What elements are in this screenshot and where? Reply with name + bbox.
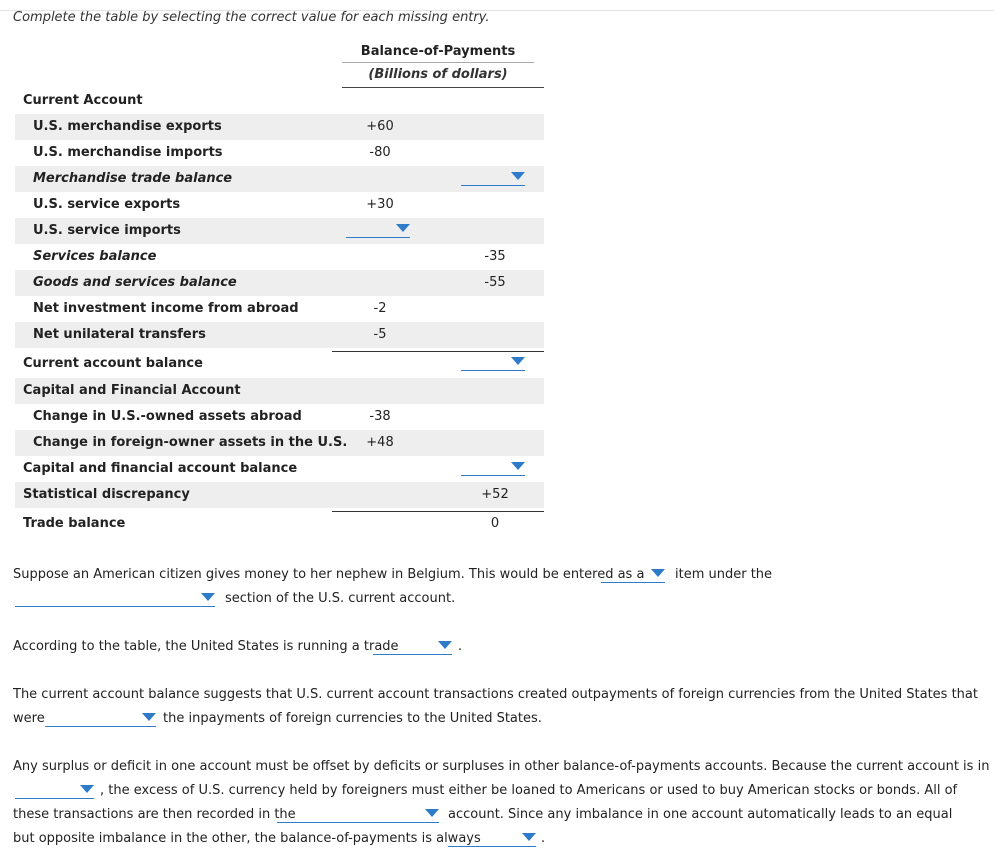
row-label: Goods and services balance <box>33 275 237 290</box>
row-label: Current account balance <box>23 356 203 371</box>
chevron-down-icon <box>651 569 665 577</box>
question-4-text-4: account. Since any imbalance in one account automatically leads to an equal <box>448 807 953 822</box>
table-row <box>15 482 544 508</box>
row-label: Net unilateral transfers <box>33 327 206 342</box>
row-label: Services balance <box>33 249 157 264</box>
table-row <box>15 430 544 456</box>
question-1-text-2: item under the <box>675 567 773 582</box>
row-label: U.S. service imports <box>33 223 181 238</box>
chevron-down-icon <box>80 785 94 793</box>
row-value: +30 <box>366 197 394 212</box>
current-account-balance-dropdown[interactable] <box>461 352 525 371</box>
chevron-down-icon <box>425 809 439 817</box>
chevron-down-icon <box>511 462 525 470</box>
section-dropdown[interactable] <box>15 588 215 607</box>
merchandise-trade-balance-dropdown[interactable] <box>461 167 525 186</box>
entry-type-dropdown[interactable] <box>601 564 665 583</box>
row-value: -38 <box>369 409 391 424</box>
service-imports-dropdown[interactable] <box>346 219 410 238</box>
capital-financial-balance-dropdown[interactable] <box>461 457 525 476</box>
row-label: Trade balance <box>23 516 126 531</box>
table-row <box>15 296 544 322</box>
balance-state-dropdown[interactable] <box>448 828 536 847</box>
table-row <box>15 244 544 270</box>
row-value: -35 <box>484 249 506 264</box>
chevron-down-icon <box>511 172 525 180</box>
question-1-text-3: section of the U.S. current account. <box>225 591 456 606</box>
row-value: -5 <box>373 327 387 342</box>
trade-status-dropdown[interactable] <box>373 636 452 655</box>
table-header-unit: (Billions of dollars) <box>342 62 534 86</box>
question-3-were: were <box>13 711 45 726</box>
row-label: U.S. service exports <box>33 197 181 212</box>
table-row <box>15 270 544 296</box>
row-value: +52 <box>481 487 509 502</box>
table-row <box>15 218 544 244</box>
row-label: Capital and financial account balance <box>23 461 298 476</box>
question-4-text-2: , the excess of U.S. currency held by foreigners must either be loaned to Americans or used to buy American stocks or bonds. All of <box>100 783 958 798</box>
question-1-text: Suppose an American citizen gives money to her nephew in Belgium. This would be entered as a <box>13 567 645 582</box>
account-dropdown[interactable] <box>277 804 439 823</box>
question-4-text-3: these transactions are then recorded in the <box>13 807 296 822</box>
row-label: U.S. merchandise exports <box>33 119 222 134</box>
row-label: U.S. merchandise imports <box>33 145 223 160</box>
row-value: -80 <box>369 145 391 160</box>
chevron-down-icon <box>511 357 525 365</box>
table-row <box>15 88 544 114</box>
table-row <box>15 404 544 430</box>
table-row <box>15 378 544 404</box>
question-4-text: Any surplus or deficit in one account must be offset by deficits or surpluses in other balance-of-payments accounts. Because the current account is in <box>13 759 990 774</box>
chevron-down-icon <box>201 593 215 601</box>
table-row <box>15 322 544 348</box>
table-row <box>15 140 544 166</box>
chevron-down-icon <box>396 224 410 232</box>
question-3-text-2: the inpayments of foreign currencies to the United States. <box>163 711 542 726</box>
question-2-text: According to the table, the United States is running a trade <box>13 639 399 654</box>
comparison-dropdown[interactable] <box>45 708 156 727</box>
chevron-down-icon <box>438 641 452 649</box>
row-label: Capital and Financial Account <box>23 383 241 398</box>
row-label: Statistical discrepancy <box>23 487 190 502</box>
question-2-period: . <box>458 639 463 654</box>
row-label: Net investment income from abroad <box>33 301 299 316</box>
row-value: -2 <box>373 301 387 316</box>
row-value: -55 <box>484 275 506 290</box>
chevron-down-icon <box>142 713 156 721</box>
instruction-text: Complete the table by selecting the correct value for each missing entry. <box>13 10 490 25</box>
row-label: Change in foreign-owner assets in the U.S. <box>33 435 348 450</box>
chevron-down-icon <box>522 833 536 841</box>
table-row <box>15 511 544 537</box>
table-row <box>15 192 544 218</box>
table-row <box>15 114 544 140</box>
question-3-text: The current account balance suggests that U.S. current account transactions created outpayments of foreign currencies from the United States that <box>13 687 978 702</box>
table-header-title: Balance-of-Payments <box>360 44 516 59</box>
row-label: Merchandise trade balance <box>33 171 233 186</box>
row-label: Change in U.S.-owned assets abroad <box>33 409 302 424</box>
question-4-period: . <box>541 831 546 846</box>
row-value: +48 <box>366 435 394 450</box>
row-label: Current Account <box>23 93 143 108</box>
surplus-deficit-dropdown[interactable] <box>15 780 94 799</box>
question-4-text-5: but opposite imbalance in the other, the balance-of-payments is always <box>13 831 481 846</box>
row-value: +60 <box>366 119 394 134</box>
row-value: 0 <box>490 516 500 531</box>
